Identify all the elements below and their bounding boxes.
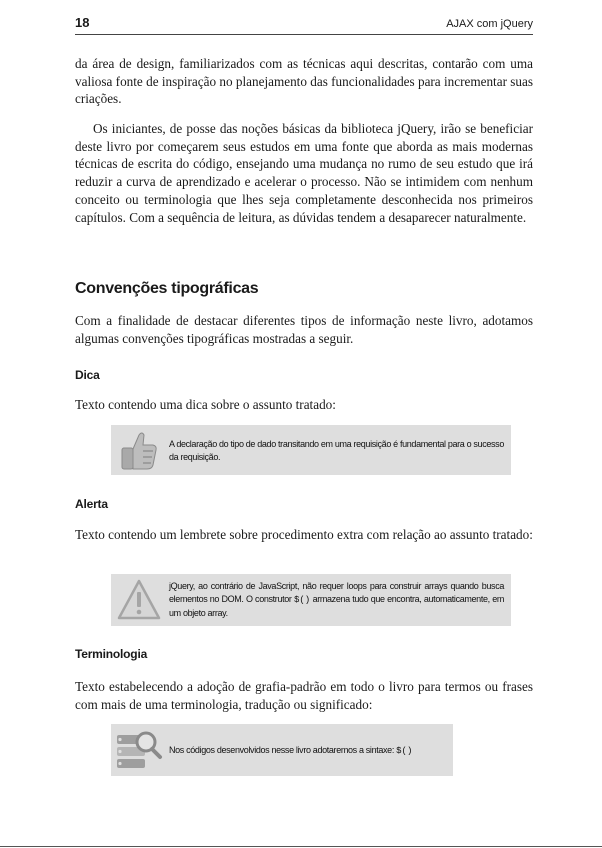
terminology-box <box>111 724 453 776</box>
paragraph-2: Os iniciantes, de posse das noções básicas da biblioteca jQuery, irão se beneficiar deste livro por começarem seus estudos em uma fonte que aborda as mais modernas técnicas de escrita do código, ensejando uma mudança no rumo de seu estudo que irá reduzir a curva de aprendizado e acelerar o processo. Não se intimidem com nenhum conceito ou terminologia que lhes seja completamente desconhecida nos primeiros capítulos. Com a sequência de leitura, as dúvidas tendem a desaparecer naturalmente. <box>75 121 533 225</box>
warning-triangle-icon <box>117 578 161 626</box>
page-number: 18 <box>75 15 90 30</box>
alert-text-start: jQuery, ao contrário de JavaScript, não requer loops para construir arrays quando busca elementos no DOM. O construtor <box>169 581 504 604</box>
running-title: AJAX com jQuery <box>446 18 533 30</box>
thumbs-up-icon <box>119 429 159 475</box>
terminology-code-syntax: $() <box>396 746 413 756</box>
alert-box <box>111 574 511 626</box>
alert-description: Texto contendo um lembrete sobre procedimento extra com relação ao assunto tratado: <box>75 527 533 542</box>
page-bottom-edge <box>0 846 602 847</box>
alert-text-end: armazena tudo que encontra, automaticamente, em um objeto array. <box>169 594 505 618</box>
alert-heading: Alerta <box>75 497 108 511</box>
paragraph-1: da área de design, familiarizados com as técnicas aqui descritas, contarão com uma valiosa fonte de inspiração no planejamento das funcionalidades para incrementar suas criações. <box>75 56 533 107</box>
terminology-box-text <box>169 744 449 758</box>
tip-box <box>111 425 511 475</box>
terminology-heading: Terminologia <box>75 647 148 661</box>
section-title: Convenções tipográficas <box>75 280 259 297</box>
page-header <box>75 12 533 35</box>
alert-code-syntax: $() <box>293 595 311 605</box>
terminology-text: Nos códigos desenvolvidos nesse livro adotaremos a sintaxe: <box>169 745 397 755</box>
tip-heading: Dica <box>75 368 100 382</box>
magnifier-list-icon <box>115 729 163 775</box>
tip-box-text: A declaração do tipo de dado transitando em uma requisição é fundamental para o sucesso da requisição. <box>169 439 504 462</box>
tip-description: Texto contendo uma dica sobre o assunto tratado: <box>75 397 336 412</box>
alert-box-text <box>169 580 504 620</box>
terminology-description: Texto estabelecendo a adoção de grafia-padrão em todo o livro para termos ou frases com mais de uma terminologia, tradução ou significado: <box>75 679 533 712</box>
section-intro: Com a finalidade de destacar diferentes tipos de informação neste livro, adotamos algumas convenções tipográficas mostradas a seguir. <box>75 313 533 346</box>
